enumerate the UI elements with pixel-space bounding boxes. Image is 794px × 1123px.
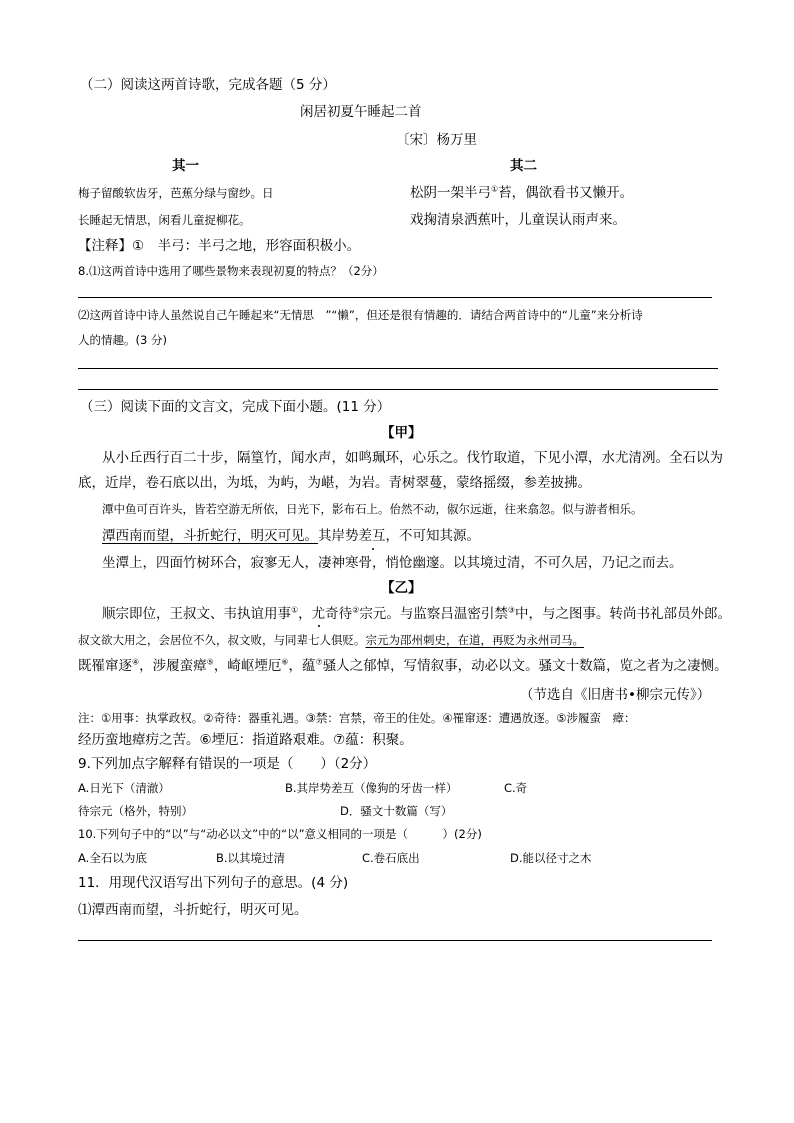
poem-1-line-2: 长睡起无情思，闲看儿童捉柳花。 (78, 213, 251, 227)
question-10-option-c: C.卷石底出 (362, 851, 420, 865)
poem-1-title: 其一 (172, 158, 199, 174)
jia-para-1-line-2: 底，近岸，卷石底以出，为坻，为屿，为嵁，为岩。青树翠蔓，蒙络摇缀，参差披拂。 (78, 475, 591, 491)
question-9-option-a: A.日光下（清澈） (78, 781, 170, 795)
yi-line-3: 既罹窜逐④，涉履蛮瘴⑤，崎岖堙厄⑥，蕴⑦骚人之郁悼，写情叙事，动必以文。骚文十数篇，览之者为之凄恻。 (78, 657, 728, 674)
poem-annotation: 【注释】① 半弓：半弓之地，形容面积极小。 (78, 238, 361, 254)
emphasis-dot (372, 548, 374, 550)
question-11: 11．用现代汉语写出下列句子的意思。(4 分) (78, 875, 349, 891)
poem-author: 〔宋〕杨万里 (396, 132, 477, 148)
question-9-option-c-cont: 待宗元（格外，特别） (78, 804, 193, 818)
jia-para-2: 潭中鱼可百许头，皆若空游无所依，日光下，影布石上。佁然不动，俶尔远逝，往来翕忽。似与游者相乐。 (102, 502, 643, 516)
question-10-option-d: D.能以径寸之木 (510, 851, 592, 865)
question-9-option-b: B.其岸势差互（像狗的牙齿一样） (285, 781, 458, 795)
section-2-heading: （二）阅读这两首诗歌，完成各题（5 分） (80, 77, 336, 93)
question-10: 10.下列句子中的“以”与“动必以文”中的“以”意义相同的一项是（ ）(2分) (78, 827, 482, 841)
jia-para-3: 潭西南而望，斗折蛇行，明灭可见。其岸势差互，不可知其源。 (102, 528, 480, 544)
poem-2-title: 其二 (510, 158, 537, 174)
poem-2-line-2: 戏掬清泉洒蕉叶，儿童误认雨声来。 (410, 212, 626, 228)
yi-line-2: 叔文欲大用之，会居位不久，叔文败，与同辈七人俱贬。宗元为邵州刺史，在道，再贬为永州司马。 (78, 633, 584, 647)
passage-jia-title: 【甲】 (381, 425, 422, 441)
question-8-part-1: 8.⑴这两首诗中选用了哪些景物来表现初夏的特点？（2分） (78, 264, 384, 278)
answer-line[interactable] (78, 368, 718, 369)
question-9-option-c: C.奇 (504, 781, 528, 795)
passage-yi-title: 【乙】 (381, 580, 422, 596)
question-8-part-2-line-1: ⑵这两首诗中诗人虽然说自己午睡起来“无情思 ”“懒”，但还是很有情趣的．请结合两首诗中的“儿童”来分析诗 (78, 308, 643, 322)
poem-2-line-1: 松阴一架半弓①苔，偶欲看书又懒开。 (410, 184, 634, 201)
emphasis-dot (318, 625, 320, 627)
section-3-heading: （三）阅读下面的文言文，完成下面小题。(11 分） (80, 399, 391, 415)
question-10-option-b: B.以其境过清 (216, 851, 286, 865)
yi-notes-line-2: 经历蛮地瘴疠之苦。⑥堙厄：指道路艰难。⑦蕴：积聚。 (78, 732, 413, 748)
passage-source: （节选自《旧唐书•柳宗元传》） (520, 687, 711, 703)
answer-line[interactable] (78, 389, 718, 390)
question-9-option-d: D．骚文十数篇（写） (340, 804, 453, 818)
poem-1-line-1: 梅子留酸软齿牙，芭蕉分绿与窗纱。日 (78, 186, 274, 200)
poem-title: 闲居初夏午睡起二首 (300, 104, 422, 120)
jia-para-4: 坐潭上，四面竹树环合，寂寥无人，凄神寒骨，悄怆幽邃。以其境过清，不可久居，乃记之而去。 (102, 555, 683, 571)
yi-notes-line-1: 注：①用事：执掌政权。②奇待：器重礼遇。③禁：宫禁，帝王的住处。④罹窜逐：遭遇放逐。⑤涉履蛮 瘴： (78, 711, 636, 725)
answer-line[interactable] (78, 940, 712, 941)
question-10-option-a: A.全石以为底 (78, 851, 147, 865)
jia-para-1-line-1: 从小丘西行百二十步，隔篁竹，闻水声，如鸣珮环，心乐之。伐竹取道，下见小潭，水尤清冽。全石以为 (102, 450, 723, 466)
question-8-part-2-line-2: 人的情趣。(3 分) (78, 333, 167, 347)
yi-line-1: 顺宗即位，王叔文、韦执谊用事①，尤奇待②宗元。与监察吕温密引禁③中，与之图事。转尚书礼部员外郎。 (102, 605, 732, 622)
question-11-part-1: ⑴潭西南而望，斗折蛇行，明灭可见。 (78, 902, 308, 918)
question-9: 9.下列加点字解释有错误的一项是（ ）（2分） (78, 756, 377, 772)
answer-line[interactable] (78, 297, 712, 298)
footnote-mark: ① (491, 184, 499, 194)
